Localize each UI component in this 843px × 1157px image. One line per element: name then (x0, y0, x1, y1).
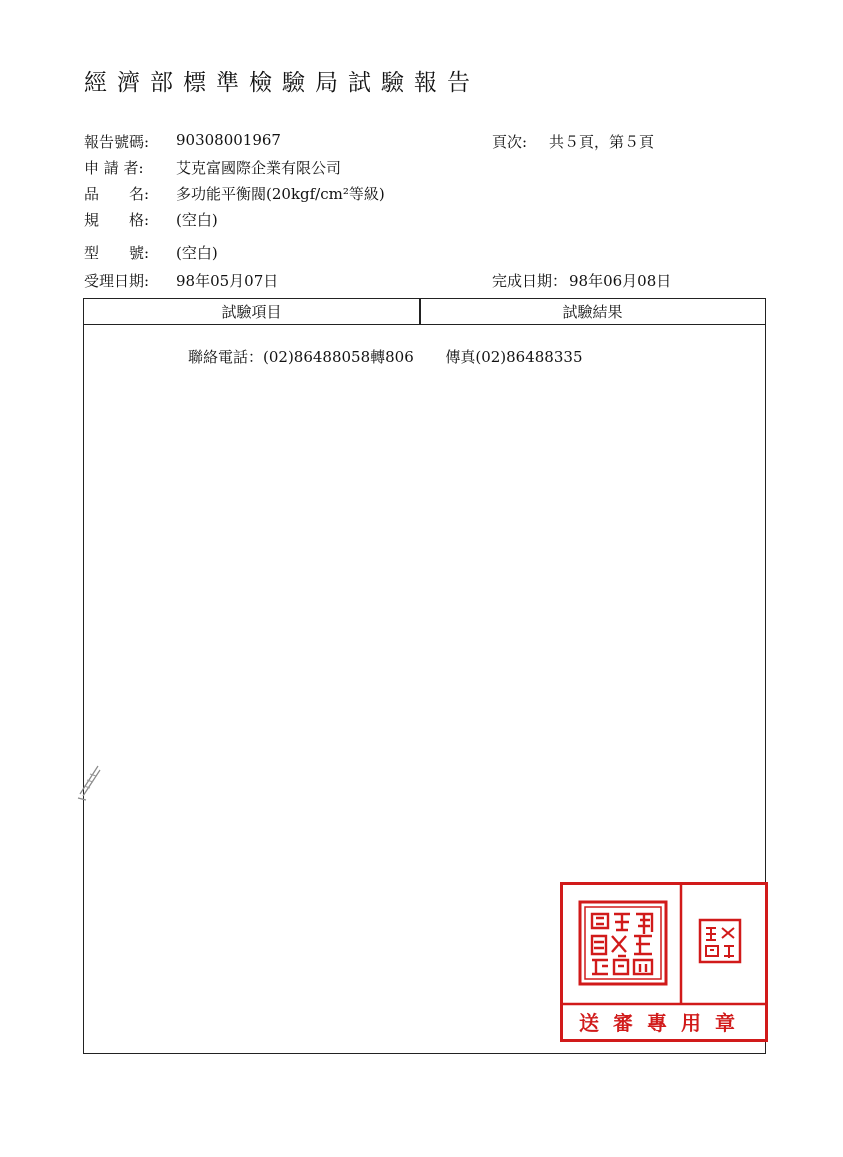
scan-artifact-mark (74, 760, 104, 806)
spec-label: 規 格: (84, 211, 150, 229)
product-label: 品 名: (84, 185, 150, 203)
contact-line (188, 346, 582, 367)
submission-seal-stamp (560, 882, 768, 1042)
header-test-item: 試驗項目 (221, 303, 282, 321)
header-test-result: 試驗結果 (562, 303, 623, 321)
received-date-label: 受理日期: (84, 272, 150, 290)
report-no-value: 90308001967 (176, 131, 281, 149)
table-header-row (84, 299, 765, 325)
product-value: 多功能平衡閥(20kgf/cm²等級) (176, 185, 385, 203)
completed-date-label: 完成日期： (492, 272, 568, 290)
applicant-label: 申 請 者: (84, 159, 144, 177)
completed-date-value: 98年06月08日 (569, 272, 672, 290)
seal-caption: 送審專用章 (579, 1011, 749, 1035)
document-title: 經濟部標準檢驗局試驗報告 (84, 70, 480, 96)
received-date-value: 98年05月07日 (176, 272, 279, 290)
spec-value: (空白) (176, 211, 218, 229)
contact-fax: 傳真(02)86488335 (445, 348, 583, 366)
page-label: 頁次: (492, 133, 528, 151)
model-value: (空白) (176, 244, 218, 262)
contact-phone: 聯絡電話：(02)86488058轉806 (188, 348, 414, 366)
model-label: 型 號: (84, 244, 150, 262)
company-seal-icon (580, 902, 666, 984)
personal-seal-icon (700, 920, 740, 962)
page-value: 共５頁，第５頁 (549, 133, 655, 151)
report-no-label: 報告號碼: (84, 133, 150, 151)
applicant-value: 艾克富國際企業有限公司 (176, 159, 342, 177)
